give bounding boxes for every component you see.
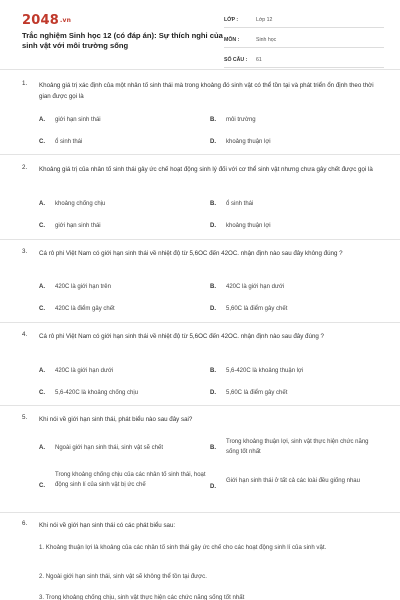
question-text: Cá rô phi Việt Nam có giới hạn sinh thái về nhiệt độ từ 5,6OC đến 42OC. nhận định nào sau đây đúng ? <box>39 333 324 340</box>
option-text: khoảng chống chịu <box>55 201 106 207</box>
option-letter: C. <box>39 483 45 489</box>
option-letter: B. <box>210 445 216 451</box>
option-letter: B. <box>210 284 216 290</box>
option-text: 5,60C là điểm gây chết <box>226 390 288 396</box>
meta-label: SỐ CÂU : <box>224 56 248 63</box>
option-letter: D. <box>210 139 216 145</box>
question-text: Khi nói về giới hạn sinh thái có các phát biểu sau: <box>39 522 176 529</box>
option-text: 420C là giới hạn dưới <box>55 368 114 374</box>
option-letter: D. <box>210 484 216 490</box>
question-number: 3. <box>22 248 28 255</box>
question-number: 5. <box>22 414 28 421</box>
divider <box>0 512 400 513</box>
option-text: giới hạn sinh thái <box>55 223 101 229</box>
option-text: môi trường <box>226 117 256 123</box>
statement-1: 1. Khoảng thuận lợi là khoảng của các nhân tố sinh thái gây ức chế cho các hoạt động sinh lí của sinh vật. <box>39 544 327 551</box>
option-letter: A. <box>39 201 45 207</box>
option-text: ổ sinh thái <box>226 201 254 207</box>
option-text: Ngoài giới hạn sinh thái, sinh vật sẽ chết <box>55 445 163 451</box>
option-letter: B. <box>210 201 216 207</box>
question-text: Khoảng giá trị của nhân tố sinh thái gây ức chế hoạt động sinh lý đối với cơ thể sinh vật nhưng chưa gây chết được gọi là <box>39 166 373 173</box>
question-number: 2. <box>22 164 28 171</box>
option-letter: B. <box>210 117 216 123</box>
header <box>0 0 400 68</box>
meta-value: 61 <box>256 56 262 63</box>
meta-label: LỚP : <box>224 16 239 23</box>
statement-3: 3. Trong khoảng chống chịu, sinh vật thực hiện các chức năng sống tốt nhất <box>39 594 245 600</box>
option-text: Trong khoảng thuận lợi, sinh vật thực hiện chức năng sống tốt nhất <box>226 439 369 455</box>
divider <box>0 154 400 155</box>
brand-logo[interactable] <box>22 13 71 28</box>
question-number: 6. <box>22 520 28 527</box>
option-letter: A. <box>39 368 45 374</box>
meta-row-subject <box>224 32 384 48</box>
option-letter: D. <box>210 390 216 396</box>
option-letter: A. <box>39 284 45 290</box>
brand-suffix: .vn <box>59 17 72 24</box>
option-letter: D. <box>210 306 216 312</box>
option-letter: C. <box>39 139 45 145</box>
option-text: 5,6-420C là khoảng thuận lợi <box>226 368 304 374</box>
option-text: 420C là giới hạn trên <box>55 284 111 290</box>
question-number: 4. <box>22 331 28 338</box>
statement-2: 2. Ngoài giới hạn sinh thái, sinh vật sẽ không thể tồn tại được. <box>39 573 207 580</box>
meta-panel <box>224 12 384 72</box>
option-text: khoảng thuận lợi <box>226 139 271 145</box>
option-letter: C. <box>39 306 45 312</box>
meta-row-count <box>224 52 384 68</box>
option-text: Trong khoảng chống chịu của các nhân tố sinh thái, hoạt động sinh lí của sinh vật bị ức chế <box>55 472 206 488</box>
option-text: 5,60C là điểm gây chết <box>226 306 288 312</box>
option-letter: D. <box>210 223 216 229</box>
option-text: 420C là điểm gây chết <box>55 306 115 312</box>
divider <box>0 239 400 240</box>
option-text: Giới hạn sinh thái ở tất cả các loài đều giống nhau <box>226 478 360 484</box>
option-letter: C. <box>39 390 45 396</box>
divider <box>0 405 400 406</box>
option-letter: A. <box>39 117 45 123</box>
option-letter: C. <box>39 223 45 229</box>
option-letter: A. <box>39 445 45 451</box>
question-text: Cá rô phi Việt Nam có giới hạn sinh thái về nhiệt độ từ 5,6OC đến 42OC. nhận định nào sau đây không đúng ? <box>39 250 343 257</box>
option-text: khoảng thuận lợi <box>226 223 271 229</box>
meta-row-class <box>224 12 384 28</box>
meta-label: MÔN : <box>224 36 240 43</box>
option-text: ổ sinh thái <box>55 139 83 145</box>
option-text: 420C là giới hạn dưới <box>226 284 285 290</box>
meta-value: Lớp 12 <box>256 16 273 23</box>
option-text: 5,6-420C là khoảng chống chịu <box>55 390 139 396</box>
question-text: Khoảng giá trị xác định của một nhân tố sinh thái mà trong khoảng đó sinh vật có thể tồn tại và phát triển ổn định theo thời gian được gọi là <box>39 82 374 100</box>
divider <box>0 322 400 323</box>
option-text: giới hạn sinh thái <box>55 117 101 123</box>
question-text: Khi nói về giới hạn sinh thái, phát biểu nào sau đây sai? <box>39 416 193 423</box>
question-number: 1. <box>22 80 28 87</box>
divider <box>0 69 400 70</box>
brand-name: 2048 <box>22 13 59 28</box>
option-letter: B. <box>210 368 216 374</box>
meta-value: Sinh học <box>256 36 277 43</box>
page-title: Trắc nghiệm Sinh học 12 (có đáp án): Sự thích nghi của sinh vật với môi trường sống <box>22 31 223 50</box>
